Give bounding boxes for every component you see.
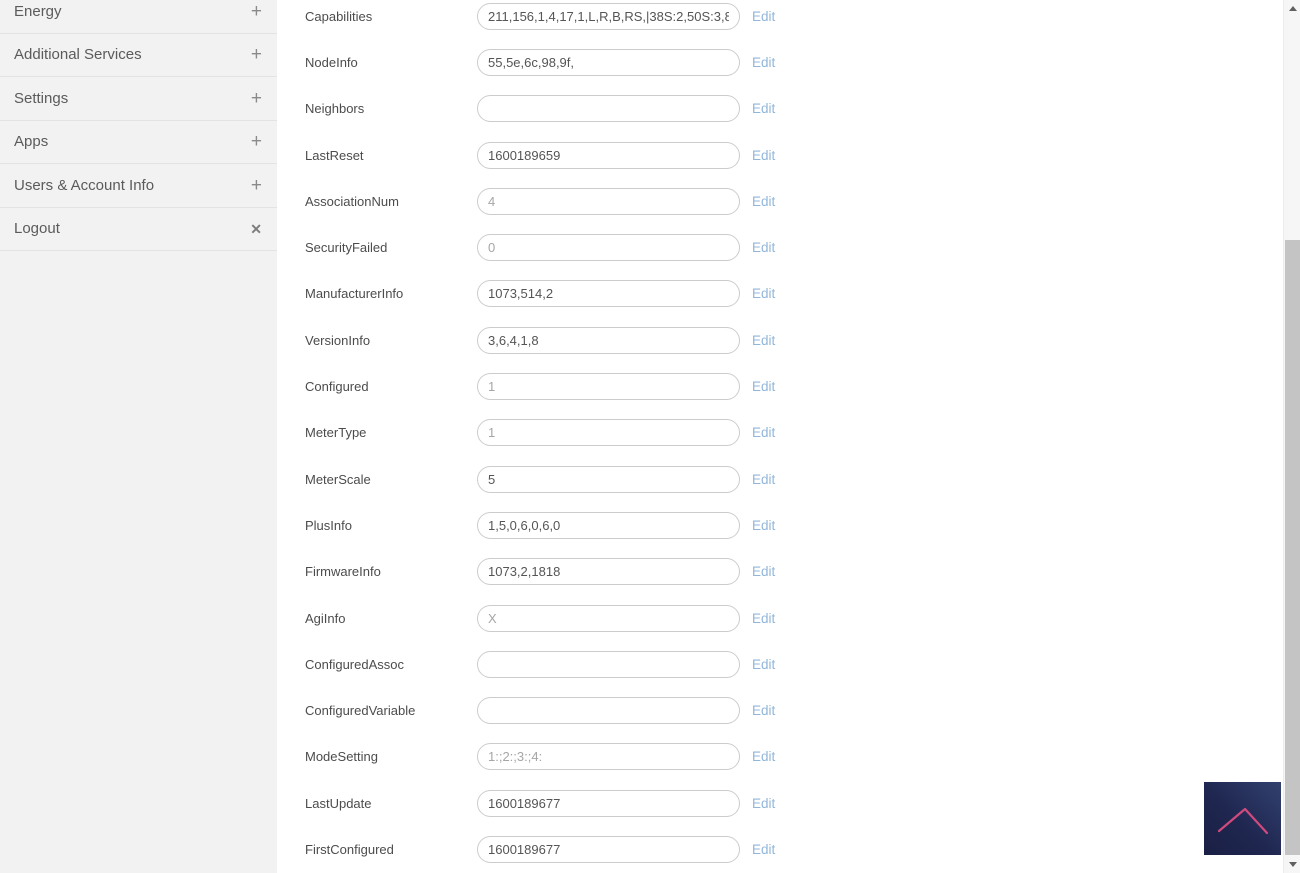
field-input-versioninfo[interactable] bbox=[477, 327, 740, 354]
form-row-neighbors bbox=[277, 86, 1283, 132]
field-label: Neighbors bbox=[305, 101, 365, 117]
field-label: AgiInfo bbox=[305, 610, 346, 626]
form-row-nodeinfo bbox=[277, 39, 1283, 85]
field-input-lastupdate[interactable] bbox=[477, 790, 740, 817]
scrollbar-down-button[interactable] bbox=[1284, 856, 1300, 873]
sidebar-item-settings[interactable] bbox=[0, 77, 277, 121]
form-row-lastreset bbox=[277, 132, 1283, 178]
field-input-firstconfigured[interactable] bbox=[477, 836, 740, 863]
field-input-capabilities[interactable] bbox=[477, 3, 740, 30]
sidebar-item-energy[interactable] bbox=[0, 0, 277, 34]
scrollbar-thumb[interactable] bbox=[1285, 240, 1300, 855]
form-row-versioninfo bbox=[277, 317, 1283, 363]
form-row-configuredvariable bbox=[277, 687, 1283, 733]
edit-link[interactable]: Edit bbox=[752, 564, 776, 580]
form-row-associationnum bbox=[277, 178, 1283, 224]
form-row-securityfailed bbox=[277, 224, 1283, 270]
sidebar-item-users-account-info[interactable] bbox=[0, 164, 277, 208]
field-input-manufacturerinfo[interactable] bbox=[477, 280, 740, 307]
field-label: ModeSetting bbox=[305, 749, 378, 765]
field-label: FirstConfigured bbox=[305, 841, 394, 857]
form-row-configuredassoc bbox=[277, 641, 1283, 687]
chevron-up-icon bbox=[1213, 797, 1273, 841]
field-label: Configured bbox=[305, 379, 369, 395]
form-row-metertype bbox=[277, 410, 1283, 456]
arrow-up-icon bbox=[1289, 6, 1297, 11]
scroll-to-top-button[interactable] bbox=[1204, 782, 1281, 855]
edit-link[interactable]: Edit bbox=[752, 240, 776, 256]
close-icon: ✕ bbox=[250, 220, 262, 237]
parameter-form bbox=[277, 0, 1283, 873]
arrow-down-icon bbox=[1289, 862, 1297, 867]
field-label: ConfiguredAssoc bbox=[305, 656, 404, 672]
field-label: SecurityFailed bbox=[305, 240, 388, 256]
field-input-metertype[interactable] bbox=[477, 419, 740, 446]
form-row-plusinfo bbox=[277, 502, 1283, 548]
edit-link[interactable]: Edit bbox=[752, 841, 776, 857]
edit-link[interactable]: Edit bbox=[752, 471, 776, 487]
edit-link[interactable]: Edit bbox=[752, 656, 776, 672]
field-input-configuredvariable[interactable] bbox=[477, 697, 740, 724]
form-row-manufacturerinfo bbox=[277, 271, 1283, 317]
plus-icon: + bbox=[250, 44, 262, 66]
form-row-firmwareinfo bbox=[277, 549, 1283, 595]
edit-link[interactable]: Edit bbox=[752, 193, 776, 209]
sidebar-item-label: Users & Account Info bbox=[14, 176, 155, 194]
field-label: MeterType bbox=[305, 425, 367, 441]
device-parameters-panel bbox=[277, 0, 1283, 873]
form-row-modesetting bbox=[277, 734, 1283, 780]
form-row-lastupdate bbox=[277, 780, 1283, 826]
field-label: VersionInfo bbox=[305, 332, 371, 348]
form-row-agiinfo bbox=[277, 595, 1283, 641]
field-label: NodeInfo bbox=[305, 54, 358, 70]
edit-link[interactable]: Edit bbox=[752, 147, 776, 163]
field-input-plusinfo[interactable] bbox=[477, 512, 740, 539]
field-input-associationnum[interactable] bbox=[477, 188, 740, 215]
sidebar-item-logout[interactable] bbox=[0, 208, 277, 252]
vertical-scrollbar[interactable] bbox=[1283, 0, 1300, 873]
edit-link[interactable]: Edit bbox=[752, 379, 776, 395]
scrollbar-up-button[interactable] bbox=[1284, 0, 1300, 17]
plus-icon: + bbox=[250, 0, 262, 22]
sidebar-item-label: Apps bbox=[14, 133, 49, 151]
field-input-securityfailed[interactable] bbox=[477, 234, 740, 261]
sidebar-item-apps[interactable] bbox=[0, 121, 277, 165]
edit-link[interactable]: Edit bbox=[752, 54, 776, 70]
edit-link[interactable]: Edit bbox=[752, 795, 776, 811]
field-label: ManufacturerInfo bbox=[305, 286, 404, 302]
form-row-firstconfigured bbox=[277, 826, 1283, 872]
edit-link[interactable]: Edit bbox=[752, 286, 776, 302]
field-label: FirmwareInfo bbox=[305, 564, 381, 580]
sidebar-menu bbox=[0, 0, 277, 251]
plus-icon: + bbox=[250, 131, 262, 153]
plus-icon: + bbox=[250, 87, 262, 109]
field-label: LastReset bbox=[305, 147, 364, 163]
sidebar-item-additional-services[interactable] bbox=[0, 34, 277, 78]
plus-icon: + bbox=[250, 174, 262, 196]
field-input-nodeinfo[interactable] bbox=[477, 49, 740, 76]
sidebar-item-label: Energy bbox=[14, 2, 62, 20]
sidebar bbox=[0, 0, 277, 873]
edit-link[interactable]: Edit bbox=[752, 610, 776, 626]
edit-link[interactable]: Edit bbox=[752, 703, 776, 719]
field-input-agiinfo[interactable] bbox=[477, 605, 740, 632]
form-row-capabilities bbox=[277, 0, 1283, 39]
edit-link[interactable]: Edit bbox=[752, 749, 776, 765]
field-input-modesetting[interactable] bbox=[477, 743, 740, 770]
field-label: MeterScale bbox=[305, 471, 371, 487]
sidebar-item-label: Settings bbox=[14, 89, 69, 107]
field-input-neighbors[interactable] bbox=[477, 95, 740, 122]
field-label: Capabilities bbox=[305, 8, 373, 24]
edit-link[interactable]: Edit bbox=[752, 101, 776, 117]
field-input-firmwareinfo[interactable] bbox=[477, 558, 740, 585]
field-input-lastreset[interactable] bbox=[477, 142, 740, 169]
form-row-configured bbox=[277, 363, 1283, 409]
field-label: PlusInfo bbox=[305, 517, 352, 533]
form-row-meterscale bbox=[277, 456, 1283, 502]
sidebar-item-label: Logout bbox=[14, 220, 60, 238]
edit-link[interactable]: Edit bbox=[752, 8, 776, 24]
edit-link[interactable]: Edit bbox=[752, 425, 776, 441]
edit-link[interactable]: Edit bbox=[752, 332, 776, 348]
field-input-configuredassoc[interactable] bbox=[477, 651, 740, 678]
field-label: AssociationNum bbox=[305, 193, 399, 209]
field-label: LastUpdate bbox=[305, 795, 372, 811]
field-input-meterscale[interactable] bbox=[477, 466, 740, 493]
field-label: ConfiguredVariable bbox=[305, 703, 416, 719]
edit-link[interactable]: Edit bbox=[752, 517, 776, 533]
field-input-configured[interactable] bbox=[477, 373, 740, 400]
sidebar-item-label: Additional Services bbox=[14, 46, 142, 64]
